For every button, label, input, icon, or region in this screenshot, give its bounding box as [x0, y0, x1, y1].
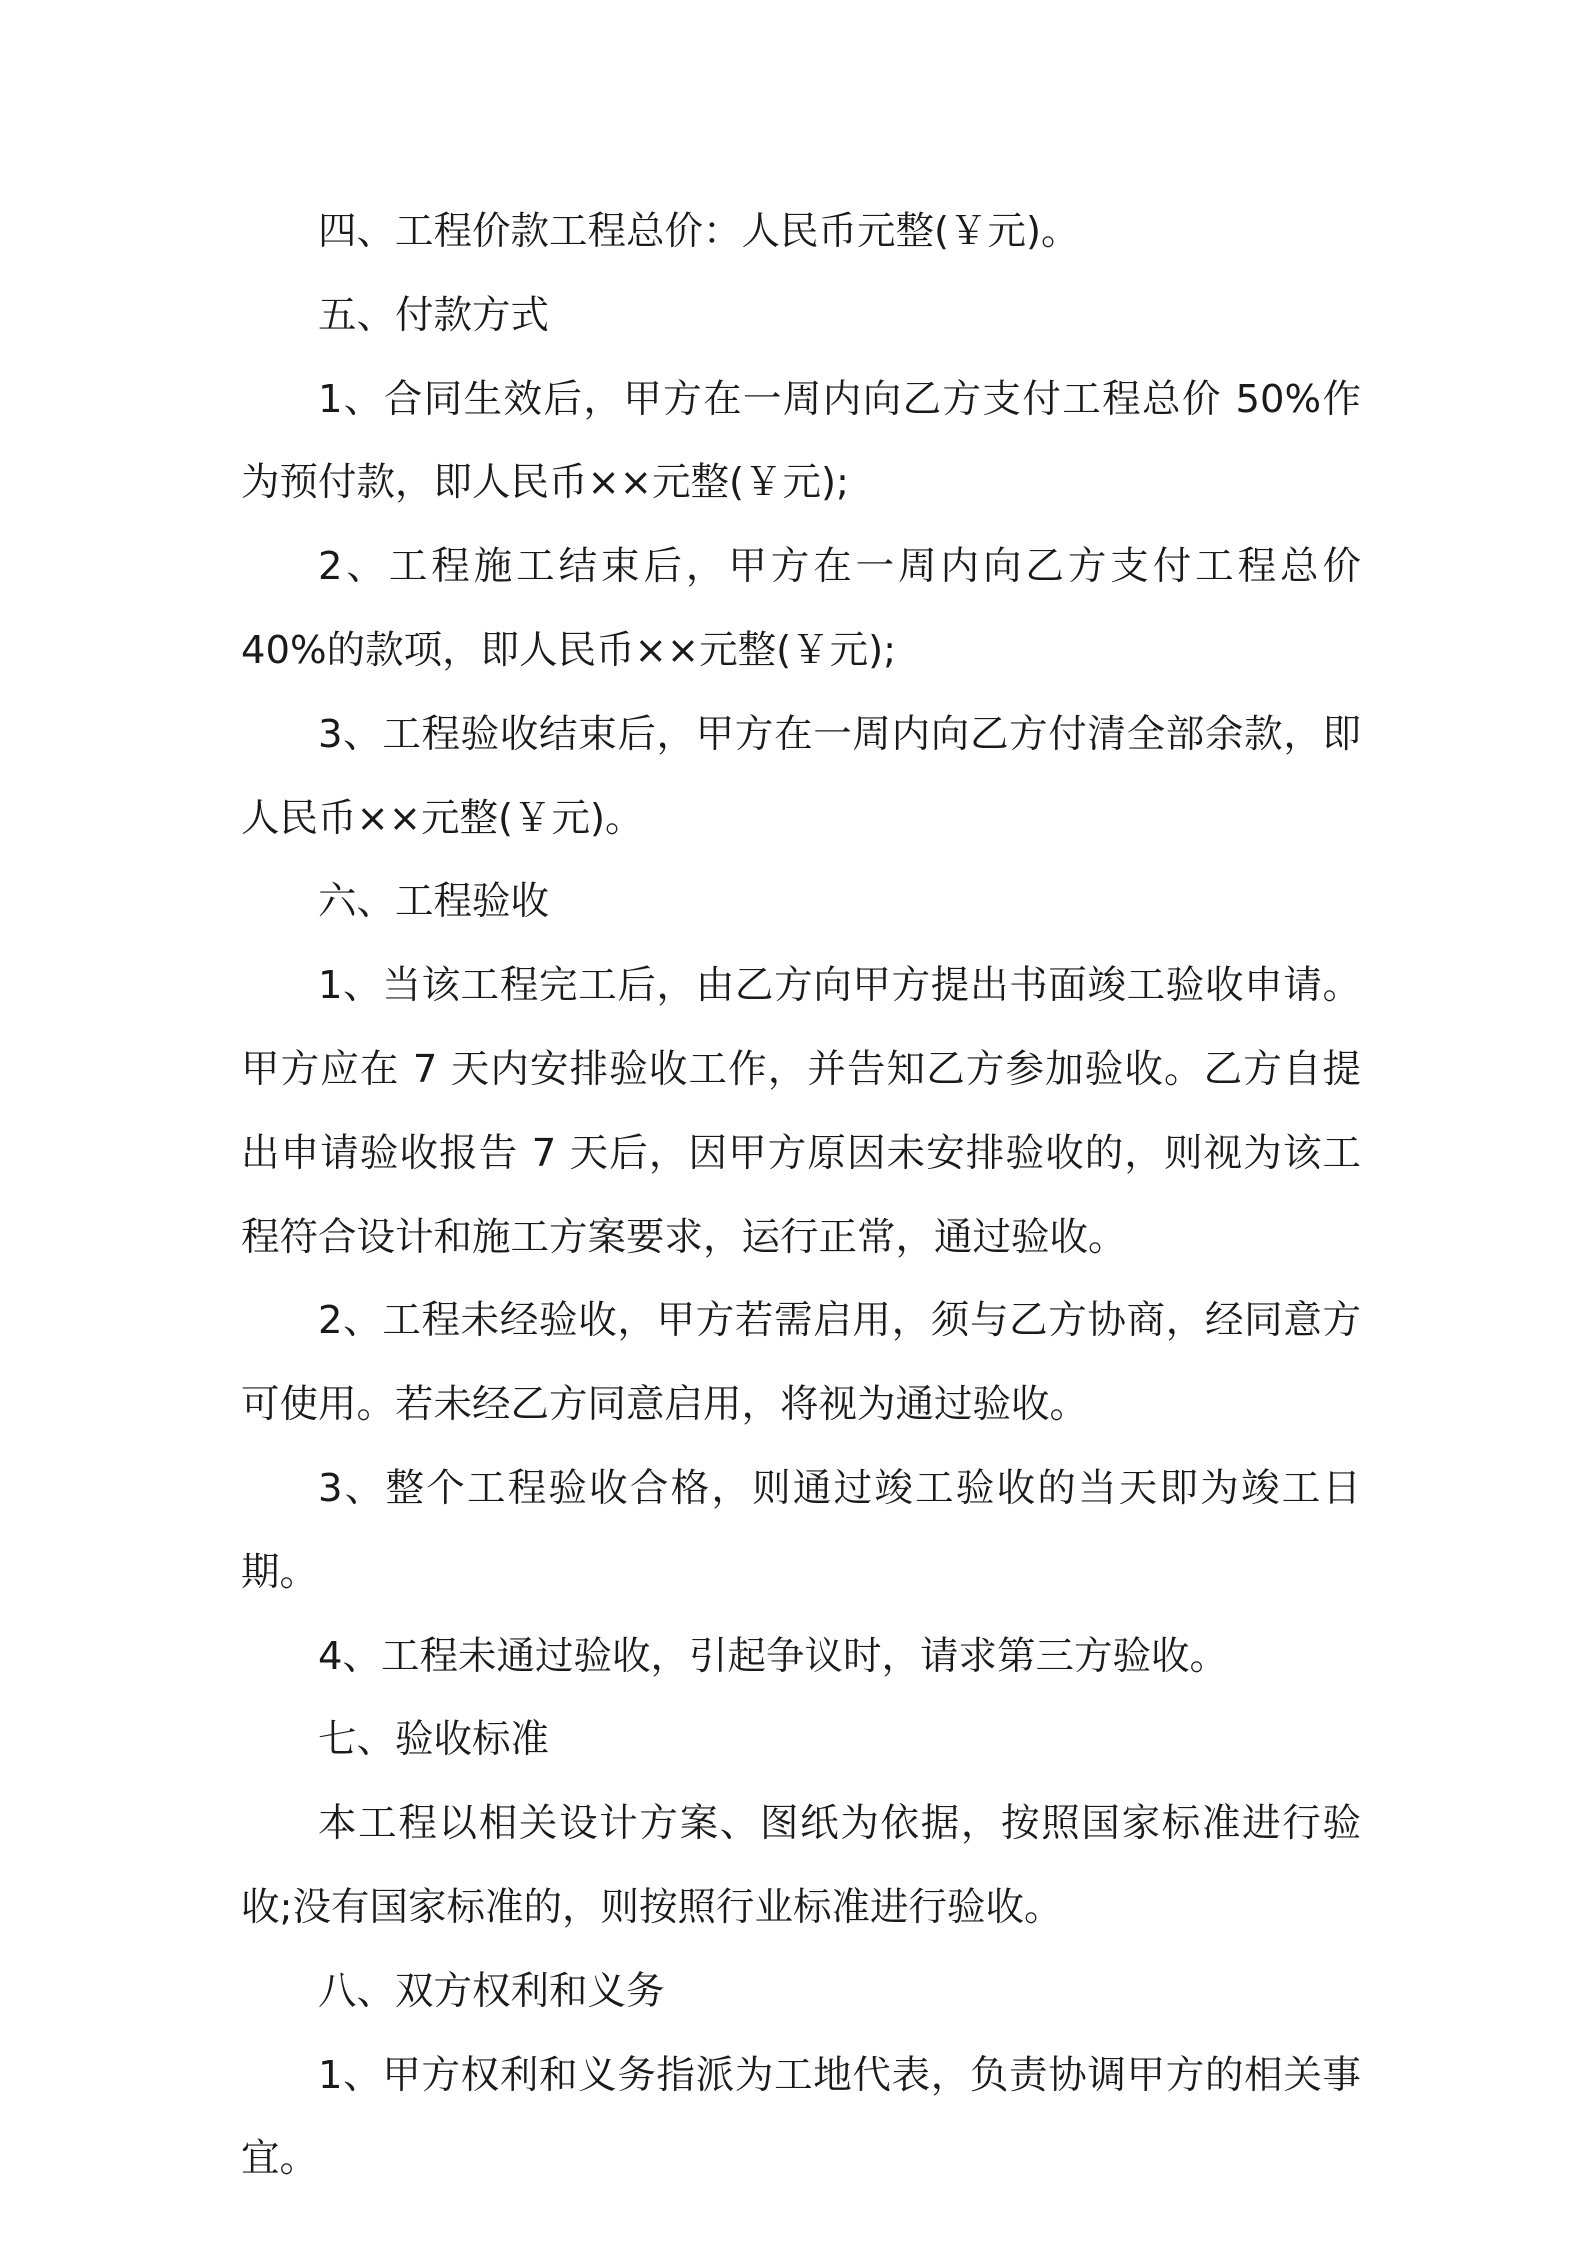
paragraph-project-price: 四、工程价款工程总价：人民币元整(￥元)。 — [318, 209, 1080, 254]
paragraph-payment-2: 2、工程施工结束后，甲方在一周内向乙方支付工程总价 40%的款项，即人民币××元整(￥元); — [241, 544, 1361, 673]
heading-acceptance: 六、工程验收 — [318, 879, 550, 925]
paragraph-acceptance-1: 1、当该工程完工后，由乙方向甲方提出书面竣工验收申请。甲方应在 7 天内安排验收工作，并告知乙方参加验收。乙方自提出申请验收报告 7 天后，因甲方原因未安排验收的，则视为该工程符合设计和施工方案要求，运行正常，通过验收。 — [241, 963, 1361, 1260]
paragraph-acceptance-4: 4、工程未通过验收，引起争议时，请求第三方验收。 — [318, 1633, 1228, 1679]
heading-rights-obligations: 八、双方权利和义务 — [318, 1968, 665, 2014]
heading-acceptance-standard: 七、验收标准 — [318, 1717, 550, 1763]
paragraph-acceptance-2: 2、工程未经验收，甲方若需启用，须与乙方协商，经同意方可使用。若未经乙方同意启用，将视为通过验收。 — [241, 1298, 1361, 1428]
heading-payment-method: 五、付款方式 — [318, 292, 550, 338]
document-body — [241, 190, 1361, 2201]
paragraph-payment-1: 1、合同生效后，甲方在一周内向乙方支付工程总价 50%作为预付款，即人民币××元整(￥元); — [241, 376, 1361, 506]
paragraph-acceptance-3: 3、整个工程验收合格，则通过竣工验收的当天即为竣工日期。 — [241, 1465, 1361, 1595]
paragraph-acceptance-standard: 本工程以相关设计方案、图纸为依据，按照国家标准进行验收;没有国家标准的，则按照行业标准进行验收。 — [241, 1801, 1361, 1930]
paragraph-rights-obligations-1: 1、甲方权利和义务指派为工地代表，负责协调甲方的相关事宜。 — [241, 2052, 1361, 2182]
paragraph-payment-3: 3、工程验收结束后，甲方在一周内向乙方付清全部余款，即人民币××元整(￥元)。 — [241, 711, 1361, 841]
